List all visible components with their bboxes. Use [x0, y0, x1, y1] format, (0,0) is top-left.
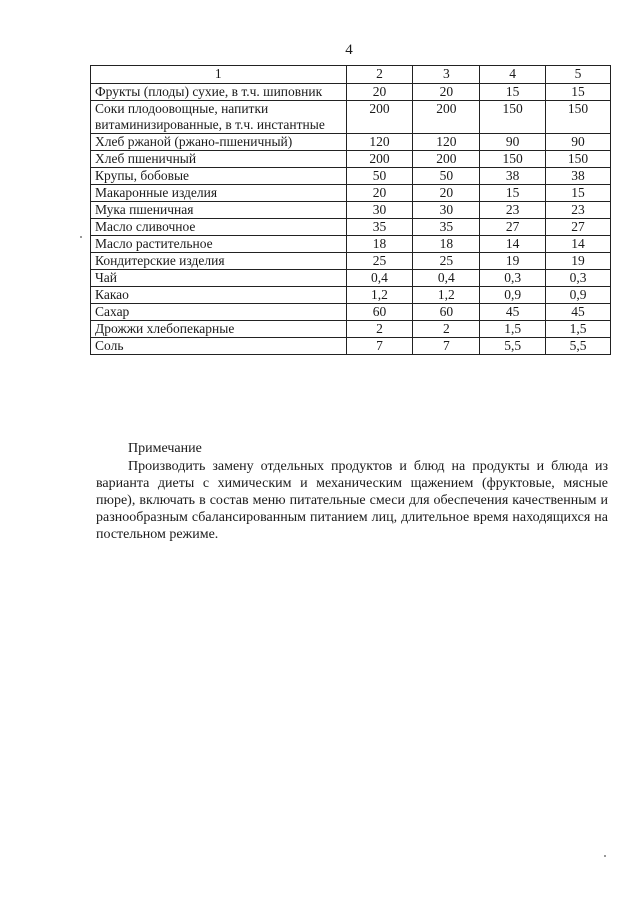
- value-cell-col5: 0,3: [546, 270, 611, 287]
- scan-speck: [604, 855, 606, 857]
- table-row: [91, 168, 611, 185]
- column-header-4: 4: [480, 66, 546, 84]
- value-cell-col4: 0,9: [480, 287, 546, 304]
- value-cell-col3: 0,4: [413, 270, 480, 287]
- page-number: 4: [345, 42, 353, 58]
- table-row: [91, 253, 611, 270]
- value-cell-col2: 35: [346, 219, 413, 236]
- product-name-cell: Масло сливочное: [91, 219, 347, 236]
- product-name-cell: Мука пшеничная: [91, 202, 347, 219]
- value-cell-col4: 15: [480, 84, 546, 101]
- table-body: [91, 84, 611, 355]
- value-cell-col5: 23: [546, 202, 611, 219]
- product-name-cell: Масло растительное: [91, 236, 347, 253]
- value-cell-col4: 45: [480, 304, 546, 321]
- product-name-cell: Фрукты (плоды) сухие, в т.ч. шиповник: [91, 84, 347, 101]
- value-cell-col3: 120: [413, 134, 480, 151]
- value-cell-col3: 18: [413, 236, 480, 253]
- table-row: [91, 151, 611, 168]
- value-cell-col2: 20: [346, 185, 413, 202]
- value-cell-col3: 2: [413, 321, 480, 338]
- value-cell-col5: 27: [546, 219, 611, 236]
- value-cell-col4: 1,5: [480, 321, 546, 338]
- diet-norms-table: [90, 65, 611, 355]
- value-cell-col2: 120: [346, 134, 413, 151]
- value-cell-col2: 0,4: [346, 270, 413, 287]
- value-cell-col5: 150: [546, 151, 611, 168]
- product-name-cell: Дрожжи хлебопекарные: [91, 321, 347, 338]
- product-name-cell: Какао: [91, 287, 347, 304]
- value-cell-col5: 15: [546, 84, 611, 101]
- value-cell-col4: 19: [480, 253, 546, 270]
- column-header-3: 3: [413, 66, 480, 84]
- value-cell-col2: 20: [346, 84, 413, 101]
- value-cell-col5: 150: [546, 101, 611, 134]
- value-cell-col3: 50: [413, 168, 480, 185]
- value-cell-col5: 1,5: [546, 321, 611, 338]
- value-cell-col3: 25: [413, 253, 480, 270]
- column-header-1: 1: [91, 66, 347, 84]
- value-cell-col4: 150: [480, 151, 546, 168]
- note-title: Примечание: [128, 441, 202, 456]
- product-name-cell: Хлеб пшеничный: [91, 151, 347, 168]
- value-cell-col5: 0,9: [546, 287, 611, 304]
- value-cell-col5: 14: [546, 236, 611, 253]
- value-cell-col4: 14: [480, 236, 546, 253]
- value-cell-col3: 20: [413, 84, 480, 101]
- product-name-cell: Чай: [91, 270, 347, 287]
- table-row: [91, 101, 611, 134]
- table-row: [91, 134, 611, 151]
- value-cell-col2: 30: [346, 202, 413, 219]
- value-cell-col3: 7: [413, 338, 480, 355]
- value-cell-col4: 5,5: [480, 338, 546, 355]
- value-cell-col2: 200: [346, 151, 413, 168]
- value-cell-col2: 200: [346, 101, 413, 134]
- product-name-cell: Кондитерские изделия: [91, 253, 347, 270]
- scan-speck: [80, 236, 82, 238]
- value-cell-col5: 38: [546, 168, 611, 185]
- value-cell-col4: 0,3: [480, 270, 546, 287]
- value-cell-col2: 18: [346, 236, 413, 253]
- table-row: [91, 236, 611, 253]
- table-row: [91, 287, 611, 304]
- value-cell-col4: 90: [480, 134, 546, 151]
- value-cell-col2: 7: [346, 338, 413, 355]
- value-cell-col2: 60: [346, 304, 413, 321]
- value-cell-col3: 30: [413, 202, 480, 219]
- value-cell-col2: 50: [346, 168, 413, 185]
- value-cell-col2: 2: [346, 321, 413, 338]
- value-cell-col3: 1,2: [413, 287, 480, 304]
- table-row: [91, 202, 611, 219]
- value-cell-col4: 27: [480, 219, 546, 236]
- product-name-cell: Крупы, бобовые: [91, 168, 347, 185]
- table-row: [91, 321, 611, 338]
- product-name-cell: Соки плодоовощные, напитки витаминизированные, в т.ч. инстантные: [91, 101, 347, 134]
- value-cell-col3: 60: [413, 304, 480, 321]
- value-cell-col3: 20: [413, 185, 480, 202]
- value-cell-col4: 23: [480, 202, 546, 219]
- value-cell-col5: 15: [546, 185, 611, 202]
- product-name-cell: Сахар: [91, 304, 347, 321]
- value-cell-col2: 25: [346, 253, 413, 270]
- column-header-5: 5: [546, 66, 611, 84]
- value-cell-col4: 15: [480, 185, 546, 202]
- product-name-cell: Макаронные изделия: [91, 185, 347, 202]
- column-header-2: 2: [346, 66, 413, 84]
- product-name-cell: Соль: [91, 338, 347, 355]
- table-row: [91, 338, 611, 355]
- product-name-cell: Хлеб ржаной (ржано-пшеничный): [91, 134, 347, 151]
- value-cell-col4: 38: [480, 168, 546, 185]
- value-cell-col5: 19: [546, 253, 611, 270]
- value-cell-col5: 90: [546, 134, 611, 151]
- table-row: [91, 84, 611, 101]
- value-cell-col4: 150: [480, 101, 546, 134]
- table-row: [91, 185, 611, 202]
- note-text: Производить замену отдельных продуктов и блюд на продукты и блюда из варианта диеты с химическим и механическим щажением (фруктовые, мясные пюре), включать в состав меню питательные смеси для обеспечения качественным и разнообразным сбалансированным питанием лиц, длительное время находящихся на постельном режиме.: [96, 459, 608, 542]
- table-header: [91, 66, 611, 84]
- value-cell-col5: 45: [546, 304, 611, 321]
- value-cell-col5: 5,5: [546, 338, 611, 355]
- value-cell-col2: 1,2: [346, 287, 413, 304]
- value-cell-col3: 200: [413, 151, 480, 168]
- table-row: [91, 219, 611, 236]
- value-cell-col3: 200: [413, 101, 480, 134]
- value-cell-col3: 35: [413, 219, 480, 236]
- header-row: [91, 66, 611, 84]
- table-row: [91, 304, 611, 321]
- table-row: [91, 270, 611, 287]
